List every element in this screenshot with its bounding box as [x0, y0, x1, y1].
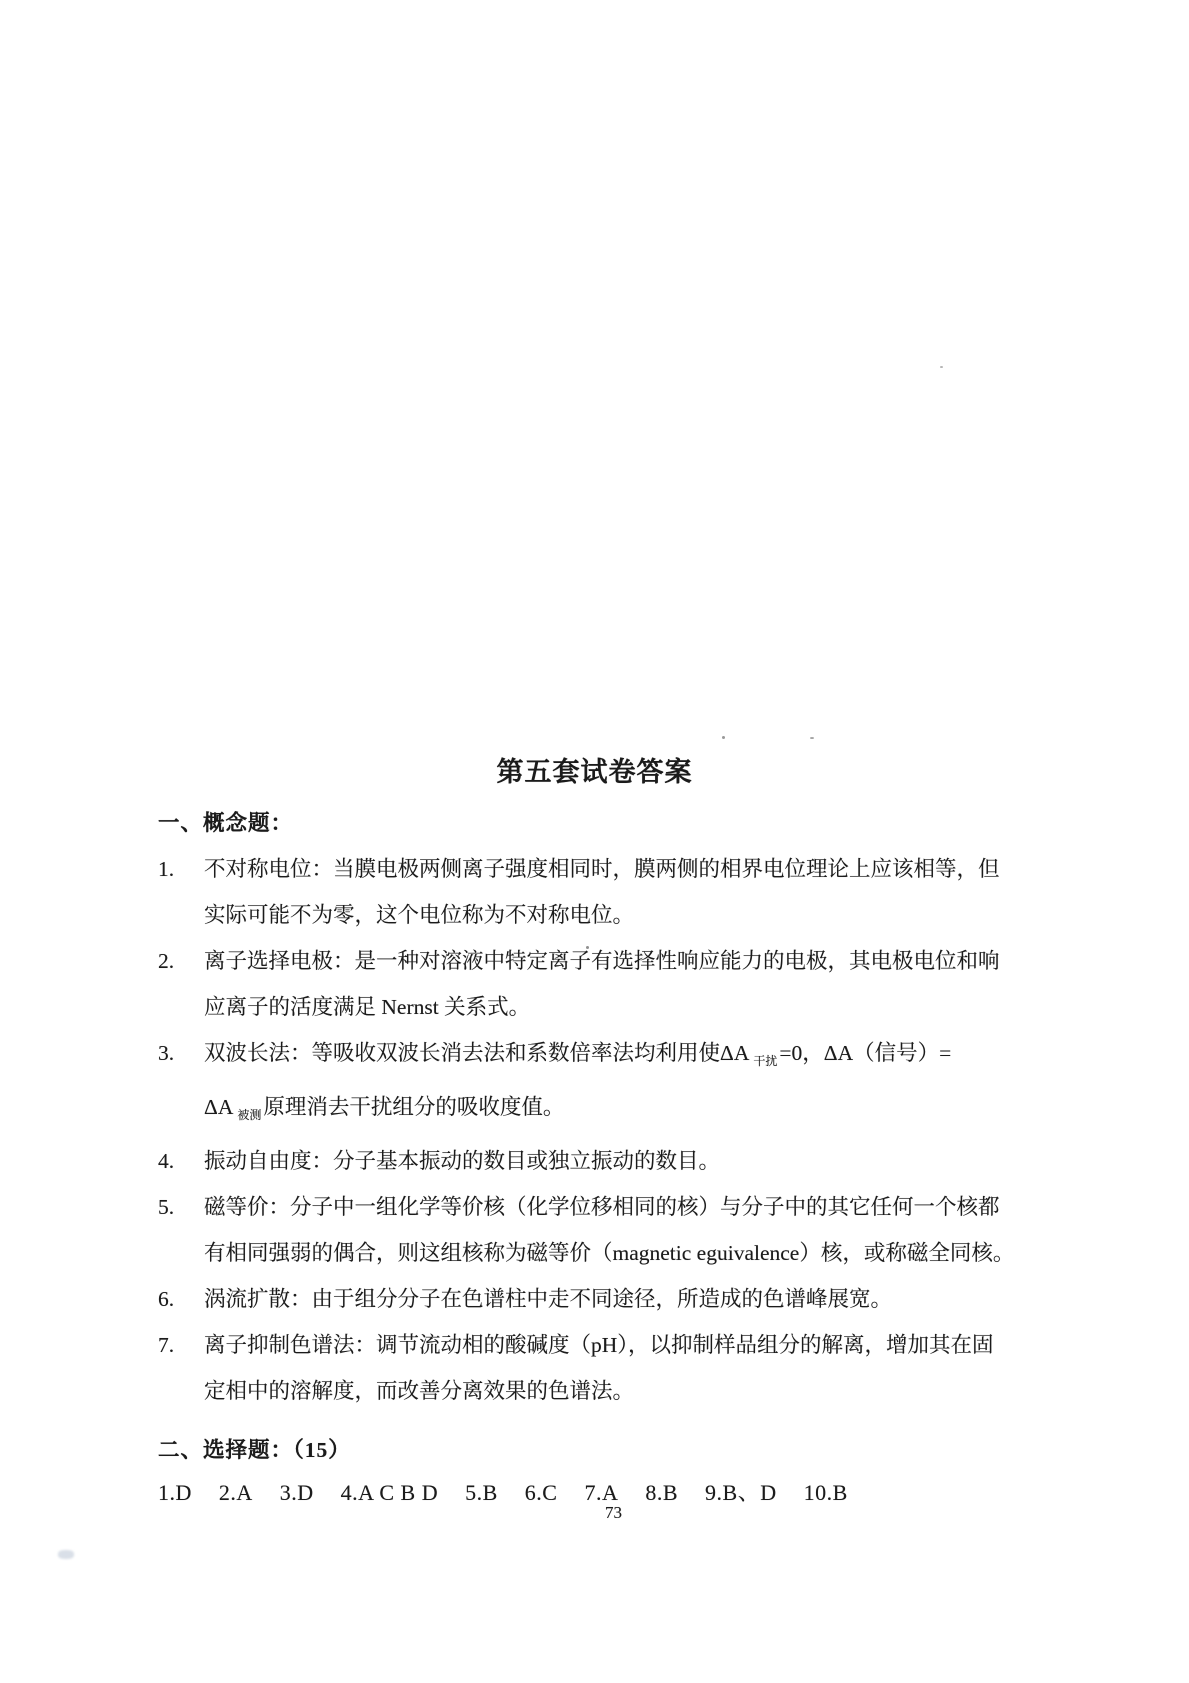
item-text — [204, 1322, 1058, 1414]
item-number: 6. — [158, 1287, 175, 1311]
subscript: 被测 — [237, 1108, 262, 1122]
section-heading-choices: 二、选择题：（15） — [158, 1438, 351, 1462]
answer-7: 7.A — [584, 1480, 619, 1505]
concept-item-5 — [158, 1184, 1058, 1276]
text-line: 定相中的溶解度，而改善分离效果的色谱法。 — [204, 1379, 635, 1403]
concept-item-6 — [158, 1276, 1058, 1322]
item-text — [204, 1184, 1058, 1276]
text-line: 应离子的活度满足 Nernst 关系式。 — [204, 995, 531, 1019]
answers-content — [158, 800, 1058, 1514]
text-line — [204, 1084, 1058, 1138]
item-number: 5. — [158, 1195, 175, 1219]
subscript: 干扰 — [753, 1054, 778, 1068]
answer-1: 1.D — [158, 1480, 192, 1505]
answer-5: 5.B — [465, 1480, 498, 1505]
text-line: 涡流扩散：由于组分分子在色谱柱中走不同途径，所造成的色谱峰展宽。 — [204, 1287, 893, 1311]
answer-4: 4.A C B D — [340, 1480, 439, 1505]
answer-8: 8.B — [645, 1480, 679, 1505]
item-text — [204, 846, 1058, 938]
item-text — [204, 938, 1058, 1030]
concept-item-3 — [158, 1030, 1058, 1138]
text-segment: ΔA — [204, 1095, 234, 1119]
page-number: 73 — [605, 1503, 622, 1522]
scan-speck — [586, 946, 589, 949]
scan-speck — [940, 366, 943, 368]
answer-3: 3.D — [279, 1480, 314, 1505]
concept-item-2 — [158, 938, 1058, 1030]
text-segment: 原理消去干扰组分的吸收度值。 — [263, 1095, 565, 1119]
scan-speck — [810, 737, 814, 739]
concept-item-1 — [158, 846, 1058, 938]
answer-10: 10.B — [803, 1480, 848, 1505]
section-heading-concepts: 一、概念题： — [158, 811, 294, 835]
text-line: 离子抑制色谱法：调节流动相的酸碱度（pH），以抑制样品组分的解离，增加其在固 — [204, 1333, 994, 1357]
text-segment: 双波长法：等吸收双波长消去法和系数倍率法均利用使ΔA — [204, 1041, 750, 1065]
answer-6: 6.C — [524, 1480, 558, 1505]
answer-9: 9.B、D — [705, 1480, 777, 1505]
text-line: 磁等价：分子中一组化学等价核（化学位移相同的核）与分子中的其它任何一个核都 — [204, 1195, 1000, 1219]
item-number: 2. — [158, 949, 175, 973]
item-text — [204, 1138, 1058, 1184]
text-line: 不对称电位：当膜电极两侧离子强度相同时，膜两侧的相界电位理论上应该相等，但 — [204, 857, 1000, 881]
answer-2: 2.A — [218, 1480, 253, 1505]
item-text — [204, 1030, 1058, 1138]
page-title: 第五套试卷答案 — [496, 757, 693, 787]
concept-item-4 — [158, 1138, 1058, 1184]
item-text — [204, 1276, 1058, 1322]
text-line: 有相同强弱的偶合，则这组核称为磁等价（magnetic eguivalence）核，或称磁全同核。 — [204, 1241, 1015, 1265]
scan-smudge — [58, 1550, 74, 1559]
text-line: 离子选择电极：是一种对溶液中特定离子有选择性响应能力的电极，其电极电位和响 — [204, 949, 1000, 973]
scan-speck — [722, 736, 725, 739]
item-number: 4. — [158, 1149, 175, 1173]
text-segment: =0，ΔA（信号）= — [779, 1041, 952, 1065]
concept-item-7 — [158, 1322, 1058, 1414]
text-line: 实际可能不为零，这个电位称为不对称电位。 — [204, 903, 635, 927]
section-choices — [158, 1428, 1058, 1514]
item-number: 7. — [158, 1333, 175, 1357]
text-line — [204, 1030, 1058, 1084]
text-line: 振动自由度：分子基本振动的数目或独立振动的数目。 — [204, 1149, 721, 1173]
item-number: 3. — [158, 1041, 175, 1065]
item-number: 1. — [158, 857, 175, 881]
